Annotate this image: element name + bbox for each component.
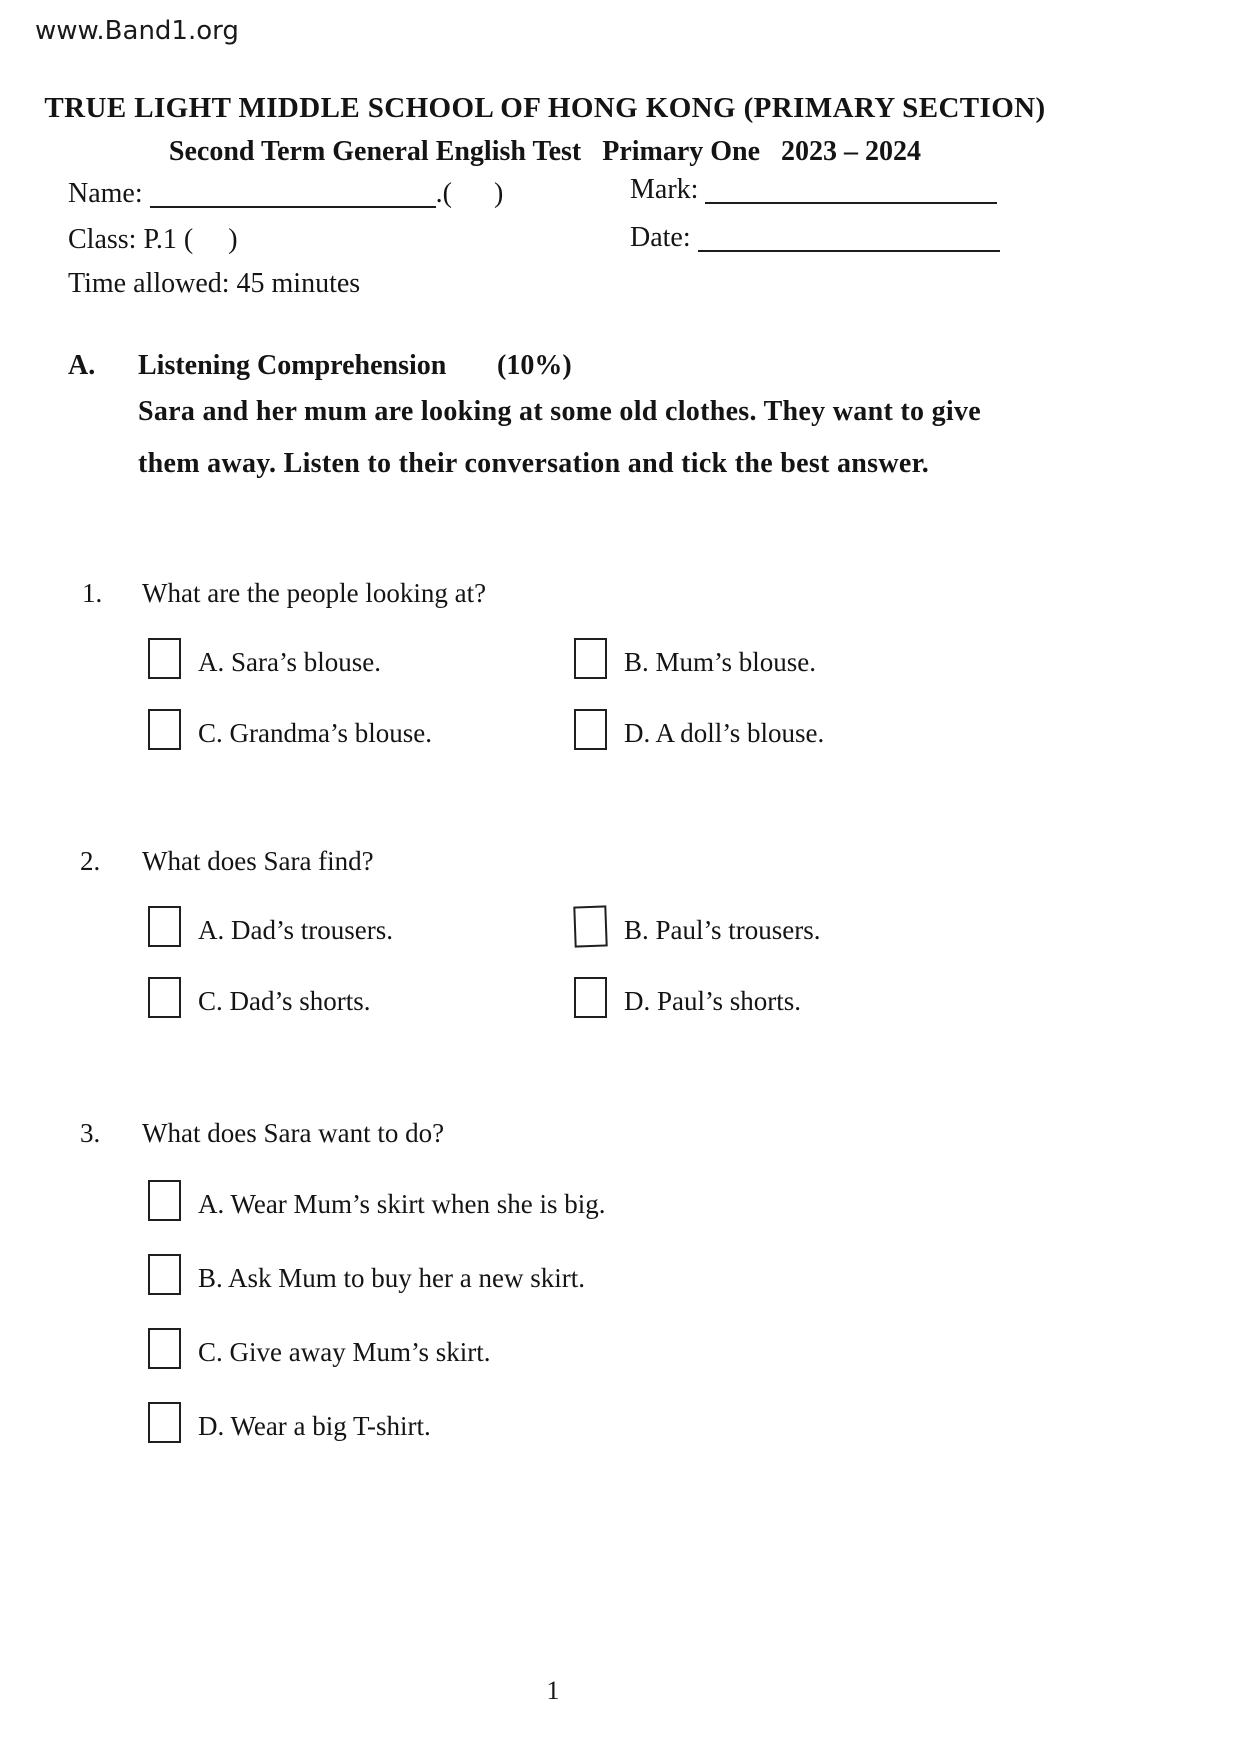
- section-letter: A.: [68, 350, 96, 381]
- answer-option: [574, 638, 824, 679]
- date-blank-line[interactable]: [698, 222, 1000, 252]
- instructions-line-2: them away. Listen to their conversation and tick the best answer.: [138, 448, 930, 479]
- name-row: [68, 178, 503, 210]
- question-3-text: What does Sara want to do?: [142, 1118, 445, 1148]
- checkbox-q1-c[interactable]: [148, 709, 181, 750]
- page-number: 1: [546, 1676, 560, 1705]
- option-label: B. Ask Mum to buy her a new skirt.: [198, 1263, 585, 1293]
- question-1-text: What are the people looking at?: [142, 578, 487, 608]
- option-label: C. Dad’s shorts.: [198, 986, 371, 1016]
- mark-label: Mark:: [630, 174, 706, 205]
- checkbox-q3-c[interactable]: [148, 1328, 181, 1369]
- school-title: TRUE LIGHT MIDDLE SCHOOL OF HONG KONG (PRIMARY SECTION): [44, 92, 1046, 124]
- question-3-options: [148, 1180, 606, 1443]
- name-label: Name:: [68, 178, 150, 209]
- answer-option: [148, 1328, 606, 1369]
- date-label: Date:: [630, 222, 698, 253]
- section-weight: (10%): [497, 350, 572, 381]
- question-3-number: 3.: [80, 1118, 101, 1148]
- watermark-url: www.Band1.org: [35, 16, 239, 46]
- answer-option: [148, 1254, 606, 1295]
- answer-option: [148, 1402, 606, 1443]
- question-1-number: 1.: [82, 578, 103, 608]
- time-allowed: Time allowed: 45 minutes: [68, 268, 361, 299]
- section-title: Listening Comprehension: [138, 350, 447, 381]
- checkbox-q1-b[interactable]: [574, 638, 607, 679]
- name-class-number-parens: .( ): [435, 178, 504, 209]
- answer-option: [574, 709, 824, 750]
- class-label: Class: P.1 ( ): [68, 224, 238, 255]
- checkbox-q2-c[interactable]: [148, 977, 181, 1018]
- instructions-line-1: Sara and her mum are looking at some old clothes. They want to give: [138, 396, 982, 427]
- option-label: C. Give away Mum’s skirt.: [198, 1337, 491, 1367]
- option-label: A. Sara’s blouse.: [198, 647, 381, 677]
- option-label: D. Paul’s shorts.: [624, 986, 802, 1016]
- date-row: [630, 222, 1000, 254]
- question-2-options: [148, 906, 821, 1018]
- test-subtitle: Second Term General English Test Primary One 2023 – 2024: [168, 136, 922, 167]
- checkbox-q1-a[interactable]: [148, 638, 181, 679]
- checkbox-q3-a[interactable]: [148, 1180, 181, 1221]
- answer-option: [148, 1180, 606, 1221]
- answer-option: [574, 977, 821, 1018]
- checkbox-q3-d[interactable]: [148, 1402, 181, 1443]
- mark-blank-line[interactable]: [705, 174, 997, 204]
- option-label: A. Wear Mum’s skirt when she is big.: [198, 1189, 606, 1219]
- question-2-text: What does Sara find?: [142, 846, 374, 876]
- class-row: [68, 224, 238, 256]
- name-blank-line[interactable]: [150, 178, 436, 208]
- question-2-number: 2.: [80, 846, 101, 876]
- checkbox-q2-a[interactable]: [148, 906, 181, 947]
- answer-option: [148, 906, 574, 947]
- option-label: B. Mum’s blouse.: [624, 647, 817, 677]
- answer-option: [148, 709, 574, 750]
- answer-option: [148, 638, 574, 679]
- option-label: B. Paul’s trousers.: [624, 915, 821, 945]
- checkbox-q2-b[interactable]: [573, 905, 607, 947]
- option-label: D. A doll’s blouse.: [624, 718, 825, 748]
- question-1-options: [148, 638, 824, 750]
- answer-option: [574, 906, 821, 947]
- checkbox-q3-b[interactable]: [148, 1254, 181, 1295]
- answer-option: [148, 977, 574, 1018]
- option-label: A. Dad’s trousers.: [198, 915, 393, 945]
- option-label: D. Wear a big T-shirt.: [198, 1411, 431, 1441]
- checkbox-q1-d[interactable]: [574, 709, 607, 750]
- option-label: C. Grandma’s blouse.: [198, 718, 432, 748]
- mark-row: [630, 174, 997, 206]
- checkbox-q2-d[interactable]: [574, 977, 607, 1018]
